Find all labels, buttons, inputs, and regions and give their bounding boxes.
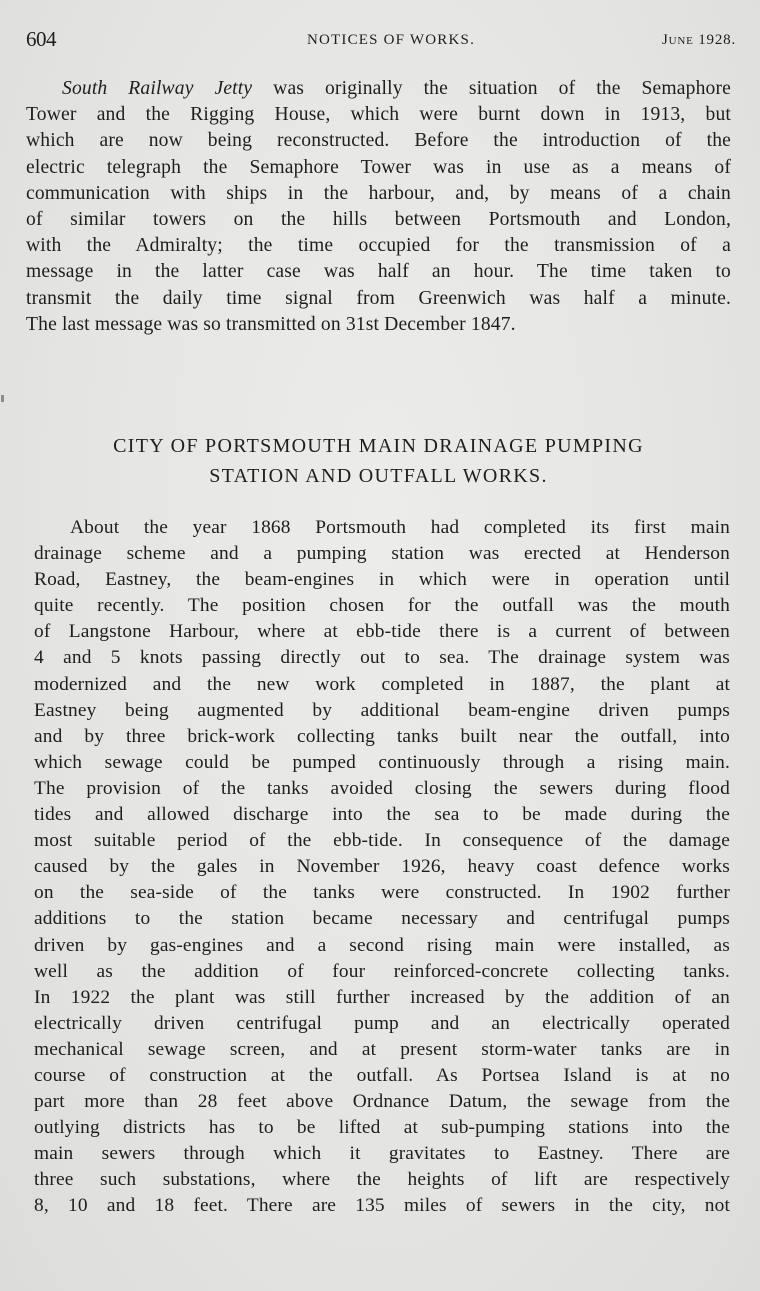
text-line: transmit the daily time signal from Greenwich was half a minute. [26, 287, 731, 309]
text-line: Eastney being augmented by additional beam-engine driven pumps [34, 699, 730, 721]
section-heading [26, 431, 731, 491]
issue-date: June 1928. [662, 32, 736, 48]
running-head [26, 27, 736, 51]
text-line: 8, 10 and 18 feet. There are 135 miles of sewers in the city, not [34, 1195, 730, 1217]
section-heading-line: STATION AND OUTFALL WORKS. [209, 465, 548, 487]
paragraph-drainage-history [34, 515, 730, 1220]
text-line: modernized and the new work completed in 1887, the plant at [34, 673, 730, 695]
text-line: main sewers through which it gravitates to Eastney. There are [34, 1143, 730, 1165]
text-line: communication with ships in the harbour, and, by means of a chain [26, 182, 731, 204]
paragraph-semaphore-tower [26, 76, 731, 338]
text-line: Tower and the Rigging House, which were burnt down in 1913, but [26, 104, 731, 126]
text-line: which sewage could be pumped continuously through a rising main. [34, 751, 730, 773]
text-line: additions to the station became necessary and centrifugal pumps [34, 908, 730, 930]
margin-mark [1, 395, 4, 402]
text-line: message in the latter case was half an hour. The time taken to [26, 261, 731, 283]
text-line: drainage scheme and a pumping station was erected at Henderson [34, 543, 730, 565]
italic-place-name: South Railway Jetty [62, 78, 253, 99]
text-line: course of construction at the outfall. As Portsea Island is at no [34, 1064, 730, 1086]
text-line: caused by the gales in November 1926, heavy coast defence works [34, 856, 730, 878]
text-line: well as the addition of four reinforced-concrete collecting tanks. [34, 960, 730, 982]
text-line: of Langstone Harbour, where at ebb-tide there is a current of between [34, 621, 730, 643]
text-line: on the sea-side of the tanks were constructed. In 1902 further [34, 882, 730, 904]
text-line: with the Admiralty; the time occupied for the transmission of a [26, 235, 731, 257]
section-heading-line: CITY OF PORTSMOUTH MAIN DRAINAGE PUMPING [113, 435, 644, 457]
text-line: electrically driven centrifugal pump and an electrically operated [34, 1012, 730, 1034]
text-line: The last message was so transmitted on 31st December 1847. [26, 313, 516, 335]
text-line: three such substations, where the heights of lift are respectively [34, 1169, 730, 1191]
text-line: part more than 28 feet above Ordnance Datum, the sewage from the [34, 1091, 730, 1113]
text-line: quite recently. The position chosen for the outfall was the mouth [34, 595, 730, 617]
text-line: which are now being reconstructed. Before the introduction of the [26, 130, 731, 152]
text-line: In 1922 the plant was still further increased by the addition of an [34, 986, 730, 1008]
text-line: Road, Eastney, the beam-engines in which were in operation until [34, 569, 730, 591]
text-line [26, 76, 731, 102]
text-line: 4 and 5 knots passing directly out to sea. The drainage system was [34, 647, 730, 669]
text-line: most suitable period of the ebb-tide. In consequence of the damage [34, 830, 730, 852]
page-number: 604 [26, 27, 56, 51]
text-line: mechanical sewage screen, and at present storm-water tanks are in [34, 1038, 730, 1060]
text-line: of similar towers on the hills between Portsmouth and London, [26, 209, 731, 231]
text-line: and by three brick-work collecting tanks built near the outfall, into [34, 725, 730, 747]
text-line: tides and allowed discharge into the sea to be made during the [34, 804, 730, 826]
text-line-part: was originally the situation of the Semaphore [252, 78, 731, 99]
text-line: The provision of the tanks avoided closing the sewers during flood [34, 777, 730, 799]
text-line: About the year 1868 Portsmouth had completed its first main [70, 517, 730, 538]
text-line: electric telegraph the Semaphore Tower was in use as a means of [26, 156, 731, 178]
text-line: driven by gas-engines and a second rising main were installed, as [34, 934, 730, 956]
journal-title: NOTICES OF WORKS. [306, 32, 476, 48]
text-line: outlying districts has to be lifted at sub-pumping stations into the [34, 1117, 730, 1139]
